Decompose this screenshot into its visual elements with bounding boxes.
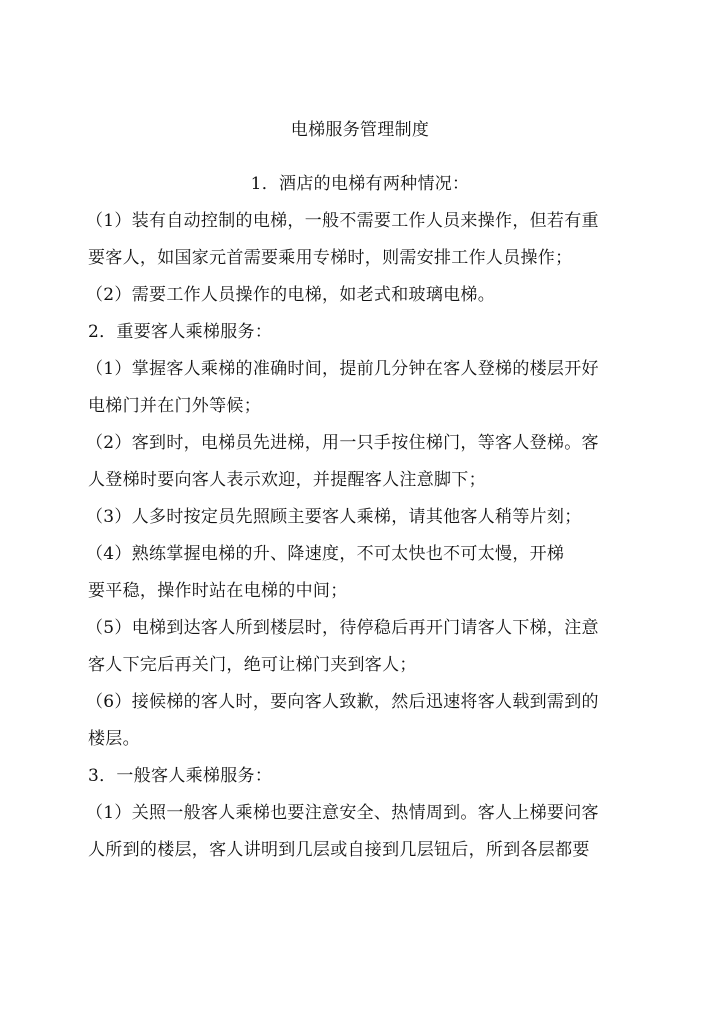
paragraph-line: （1）掌握客人乘梯的准确时间，提前几分钟在客人登梯的楼层开好 — [86, 359, 599, 379]
paragraph-line: （5）电梯到达客人所到楼层时，待停稳后再开门请客人下梯，注意 — [86, 618, 599, 638]
document-title: 电梯服务管理制度 — [290, 120, 430, 140]
paragraph-line: 人登梯时要向客人表示欢迎，并提醒客人注意脚下； — [88, 470, 486, 490]
paragraph-line: 电梯门并在门外等候； — [88, 396, 261, 416]
section-1-heading: 1．酒店的电梯有两种情况： — [250, 174, 470, 194]
paragraph-line: （2）客到时，电梯员先进梯，用一只手按住梯门，等客人登梯。客 — [86, 433, 599, 453]
paragraph-line: （2）需要工作人员操作的电梯，如老式和玻璃电梯。 — [86, 285, 496, 305]
paragraph-line: （3）人多时按定员先照顾主要客人乘梯，请其他客人稍等片刻； — [86, 507, 582, 527]
paragraph-line: （4）熟练掌握电梯的升、降速度，不可太快也不可太慢，开梯 — [86, 544, 565, 564]
paragraph-line: （1）装有自动控制的电梯，一般不需要工作人员来操作，但若有重 — [86, 211, 599, 231]
paragraph-line: 客人下完后再关门，绝可让梯门夹到客人； — [88, 655, 417, 675]
paragraph-line: （1）关照一般客人乘梯也要注意安全、热情周到。客人上梯要问客 — [86, 803, 599, 823]
section-2-heading: 2．重要客人乘梯服务： — [88, 322, 273, 342]
paragraph-line: 要平稳，操作时站在电梯的中间； — [88, 581, 348, 601]
paragraph-line: （6）接候梯的客人时，要向客人致歉，然后迅速将客人载到需到的 — [86, 692, 599, 712]
paragraph-line: 楼层。 — [88, 729, 140, 749]
paragraph-line: 要客人，如国家元首需要乘用专梯时，则需安排工作人员操作； — [88, 248, 573, 268]
paragraph-line: 人所到的楼层，客人讲明到几层或自接到几层钮后，所到各层都要 — [88, 840, 590, 860]
section-3-heading: 3．一般客人乘梯服务： — [88, 766, 273, 786]
